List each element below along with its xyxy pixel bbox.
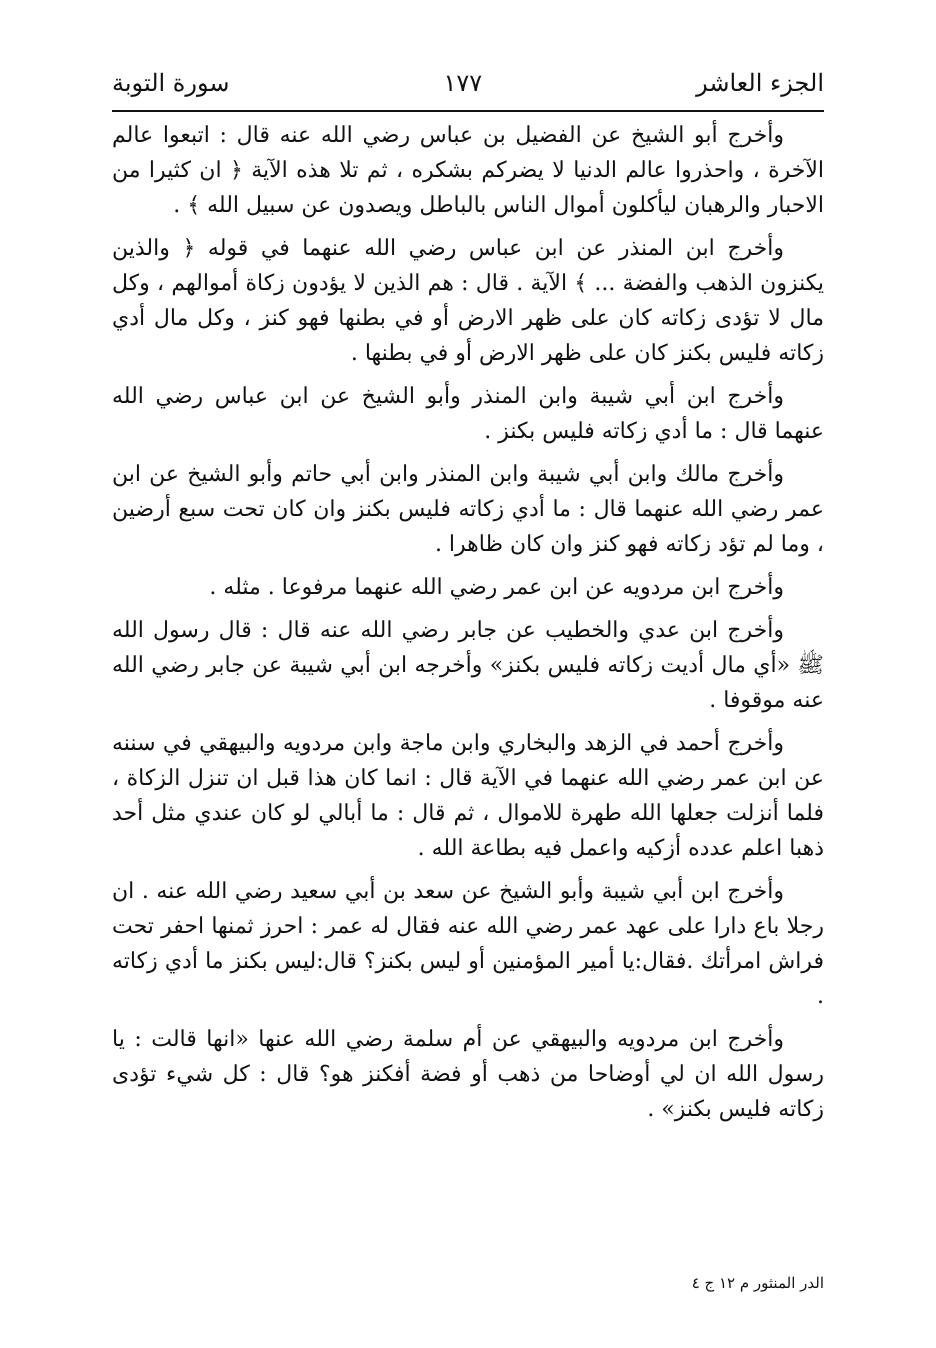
paragraph: وأخرج ابن مردويه عن ابن عمر رضي الله عنهما مرفوعا . مثله . <box>209 575 784 600</box>
page-header <box>112 60 824 106</box>
paragraph: وأخرج ابن مردويه والبيهقي عن أم سلمة رضي الله عنها «انها قالت : يا رسول الله ان لي أوضاحا من ذهب أو فضة أفكنز هو؟ قال : كل شيء تؤدى زكاته فليس بكنز» . <box>112 1027 824 1122</box>
paragraph: وأخرج ابن المنذر عن ابن عباس رضي الله عنهما في قوله ﴿ والذين يكنزون الذهب والفضة ... ﴾ الآية . قال : هم الذين لا يؤدون زكاة أموالهم ، وكل مال لا تؤدى زكاته كان على ظهر الارض أو في بطنها فهو كنز ، وكل مال أدي زكاته فليس بكنز كان على ظهر الارض أو في بطنها . <box>112 236 824 366</box>
paragraph: وأخرج ابن عدي والخطيب عن جابر رضي الله عنه قال : قال رسول الله ﷺ «أي مال أديت زكاته فليس بكنز» وأخرجه ابن أبي شيبة عن جابر رضي الله عنه موقوفا . <box>112 618 824 713</box>
paragraph: وأخرج مالك وابن أبي شيبة وابن المنذر وابن أبي حاتم وأبو الشيخ عن ابن عمر رضي الله عنهما قال : ما أدي زكاته فليس بكنز وان كان تحت سبع أرضين ، وما لم تؤد زكاته فهو كنز وان كان ظاهرا . <box>112 462 824 557</box>
header-divider <box>112 110 824 112</box>
part-title: الجزء العاشر <box>696 69 824 97</box>
page-body <box>112 118 824 1258</box>
paragraph: وأخرج ابن أبي شيبة وأبو الشيخ عن سعد بن أبي سعيد رضي الله عنه . ان رجلا باع دارا على عهد عمر رضي الله عنه فقال له عمر : احرز ثمنها احفر تحت فراش امرأتك .فقال:يا أمير المؤمنين أو ليس بكنز؟ قال:ليس بكنز ما أدي زكاته . <box>112 879 824 1009</box>
paragraph: وأخرج ابن أبي شيبة وابن المنذر وأبو الشيخ عن ابن عباس رضي الله عنهما قال : ما أدي زكاته فليس بكنز . <box>112 384 824 444</box>
paragraph: وأخرج أحمد في الزهد والبخاري وابن ماجة وابن مردويه والبيهقي في سننه عن ابن عمر رضي الله عنهما في الآية قال : انما كان هذا قبل ان تنزل الزكاة ، فلما أنزلت جعلها الله طهرة للاموال ، ثم قال : ما أبالي لو كان عندي مثل أحد ذهبا اعلم عدده أزكيه واعمل فيه بطاعة الله . <box>112 731 824 861</box>
surah-title: سورة التوبة <box>112 69 230 97</box>
page-number: ١٧٧ <box>443 69 483 97</box>
printer-signature: الدر المنثور م ١٢ ج ٤ <box>691 1274 824 1292</box>
paragraph: وأخرج أبو الشيخ عن الفضيل بن عباس رضي الله عنه قال : اتبعوا عالم الآخرة ، واحذروا عالم الدنيا لا يضركم بشكره ، ثم تلا هذه الآية ﴿ ان كثيرا من الاحبار والرهبان ليأكلون أموال الناس بالباطل ويصدون عن سبيل الله ﴾ . <box>112 123 824 218</box>
